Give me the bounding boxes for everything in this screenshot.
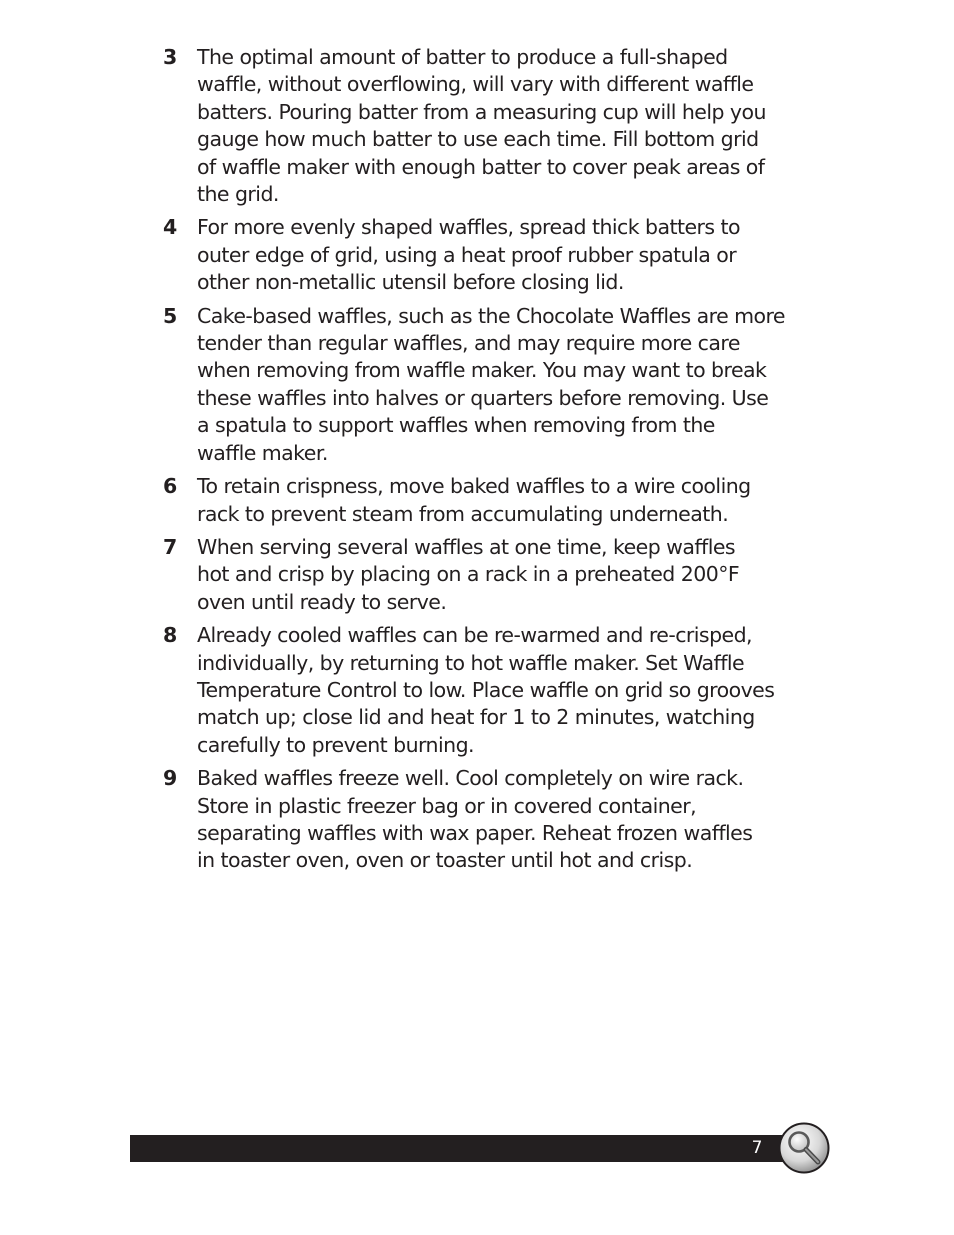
step-item-4	[163, 214, 823, 296]
step-text: The optimal amount of batter to produce a full-shaped waffle, without overflowing, will vary with different waffle batters. Pouring batter from a measuring cup will help you gauge how much batter to use each time. Fill bottom grid of waffle maker with enough batter to cover peak areas of the grid.	[197, 45, 766, 207]
page-number: 7	[751, 1138, 763, 1158]
step-text: When serving several waffles at one time, keep waffles hot and crisp by placing on a rack in a preheated 200°F oven until ready to serve.	[197, 534, 740, 614]
step-text: Cake-based waffles, such as the Chocolate Waffles are more tender than regular waffles, and may require more care when removing from waffle maker. You may want to break these waffles into halves or quarters before removing. Use a spatula to support waffles when removing from the waffle maker.	[197, 303, 785, 465]
step-text: For more evenly shaped waffles, spread thick batters to outer edge of grid, using a heat proof rubber spatula or other non-metallic utensil before closing lid.	[197, 215, 741, 295]
step-item-6	[163, 473, 823, 528]
step-number: 5	[163, 303, 178, 328]
step-number: 6	[163, 474, 178, 499]
step-text: To retain crispness, move baked waffles to a wire cooling rack to prevent steam from accumulating underneath.	[197, 474, 751, 526]
step-item-9	[163, 765, 823, 875]
footer-bar	[130, 1135, 810, 1162]
magnifier-icon	[778, 1122, 830, 1174]
step-item-3	[163, 44, 823, 208]
step-number: 8	[163, 623, 178, 648]
step-number: 3	[163, 45, 178, 69]
step-item-8	[163, 622, 823, 759]
instruction-list	[163, 44, 823, 881]
step-number: 4	[163, 215, 178, 240]
step-item-5	[163, 303, 823, 467]
step-text: Baked waffles freeze well. Cool completely on wire rack. Store in plastic freezer bag or in covered container, separating waffles with wax paper. Reheat frozen waffles in toaster oven, oven or toaster until hot and crisp.	[197, 766, 753, 873]
step-number: 7	[163, 534, 178, 559]
step-number: 9	[163, 766, 178, 791]
step-text: Already cooled waffles can be re-warmed and re-crisped, individually, by returning to hot waffle maker. Set Waffle Temperature Control to low. Place waffle on grid so grooves match up; close lid and heat for 1 to 2 minutes, watching carefully to prevent burning.	[197, 623, 775, 757]
step-item-7	[163, 534, 823, 616]
